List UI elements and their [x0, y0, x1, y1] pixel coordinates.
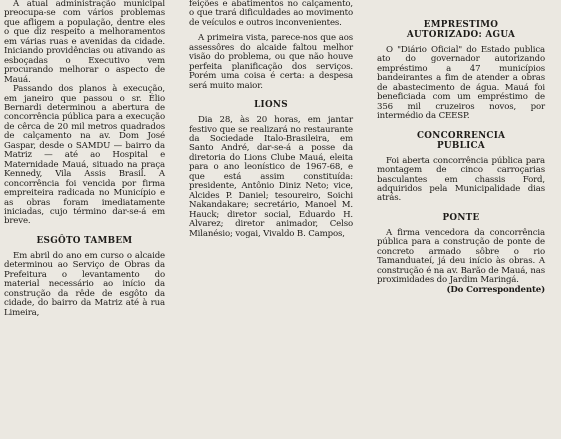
section-heading: ESGÔTO TAMBEM	[36, 235, 133, 246]
section-heading: PONTE	[442, 212, 480, 223]
signature: (Do Correspondente)	[446, 284, 545, 295]
column-middle	[189, 0, 353, 239]
section-heading: LIONS	[254, 100, 288, 111]
article-paragraph: Dia 28, às 20 horas, em jantar festivo que se realizará no restaurante da Sociedade Italo-Brasileira, em Santo André, dar-se-á a posse da diretoria do Lions Clube Mauá, eleita para o ano leonístico de 1967-68, e que está assim constituída: presidente, Antônio Diniz Neto; vice, Alcides P. Daniel; tesoureiro, Soichi Nakandakare; secretário, Manoel M. Hauck; diretor social, Eduardo H. Alvarez; diretor animador, Celso Milanésio; vogai, Vivaldo B. Campos,	[189, 115, 353, 239]
article-paragraph: A atual administração municipal preocupa-se com vários problemas que afligem a população, dentre eles o que diz respeito a melhoramentos em várias ruas e avenidas da cidade. Iniciando providências ou ativando as esboçadas o Executivo vem procurando melhorar o aspecto de Mauá.	[4, 0, 165, 85]
column-left	[4, 0, 165, 318]
section-heading: EMPRESTIMO AUTORIZADO: AGUA	[406, 20, 516, 40]
article-paragraph: Foi aberta concorrência pública para montagem de cinco carroçarias basculantes em chassis Ford, adquiridos pela Municipalidade dias atrás.	[377, 155, 545, 204]
section-heading: CONCORRENCIA PUBLICA	[417, 130, 506, 151]
column-right	[377, 0, 545, 295]
article-paragraph: O "Diário Oficial" do Estado publica ato do governador autorizando empréstimo a 47 municípios bandeirantes a fim de atender a obras de abastecimento de água. Mauá foi beneficiada com um empréstimo de 356 mil cruzeiros novos, por intermédio da CEESP.	[377, 45, 545, 122]
article-paragraph: feições e abatimentos no calçamento, o que trará dificuldades ao movimento de veículos e outros inconvenientes.	[189, 0, 353, 28]
article-paragraph: A primeira vista, parece-nos que aos assessôres do alcaide faltou melhor visão do problema, ou que não houve perfeita planificação dos serviços. Porém uma coisa é certa: a despesa será muito maior.	[189, 33, 353, 91]
article-paragraph: Em abril do ano em curso o alcaide determinou ao Serviço de Obras da Prefeitura o levantamento do material necessário ao início da construção da rêde de esgôto da cidade, do bairro da Matriz até à rua Limeira,	[4, 250, 165, 318]
article-paragraph: A firma vencedora da concorrência pública para a construção de ponte de concreto armado sôbre o rio Tamanduateí, já deu início às obras. A construção é na av. Barão de Mauá, nas proximidades do Jardim Maringá.	[377, 227, 545, 286]
article-paragraph: Passando dos planos à execução, em janeiro que passou o sr. Élio Bernardi determinou a abertura de concorrência pública para a execução de cêrca de 20 mil metros quadrados de calçamento na av. Dom José Gaspar, desde o SAMDU — bairro da Matriz — até ao Hospital e Maternidade Mauá, situado na praça Kennedy, Vila Assis Brasil. A concorrência foi vencida por firma empreiteira radicada no Município e as obras foram imediatamente iniciadas, cujo término dar-se-á em breve.	[4, 84, 165, 227]
